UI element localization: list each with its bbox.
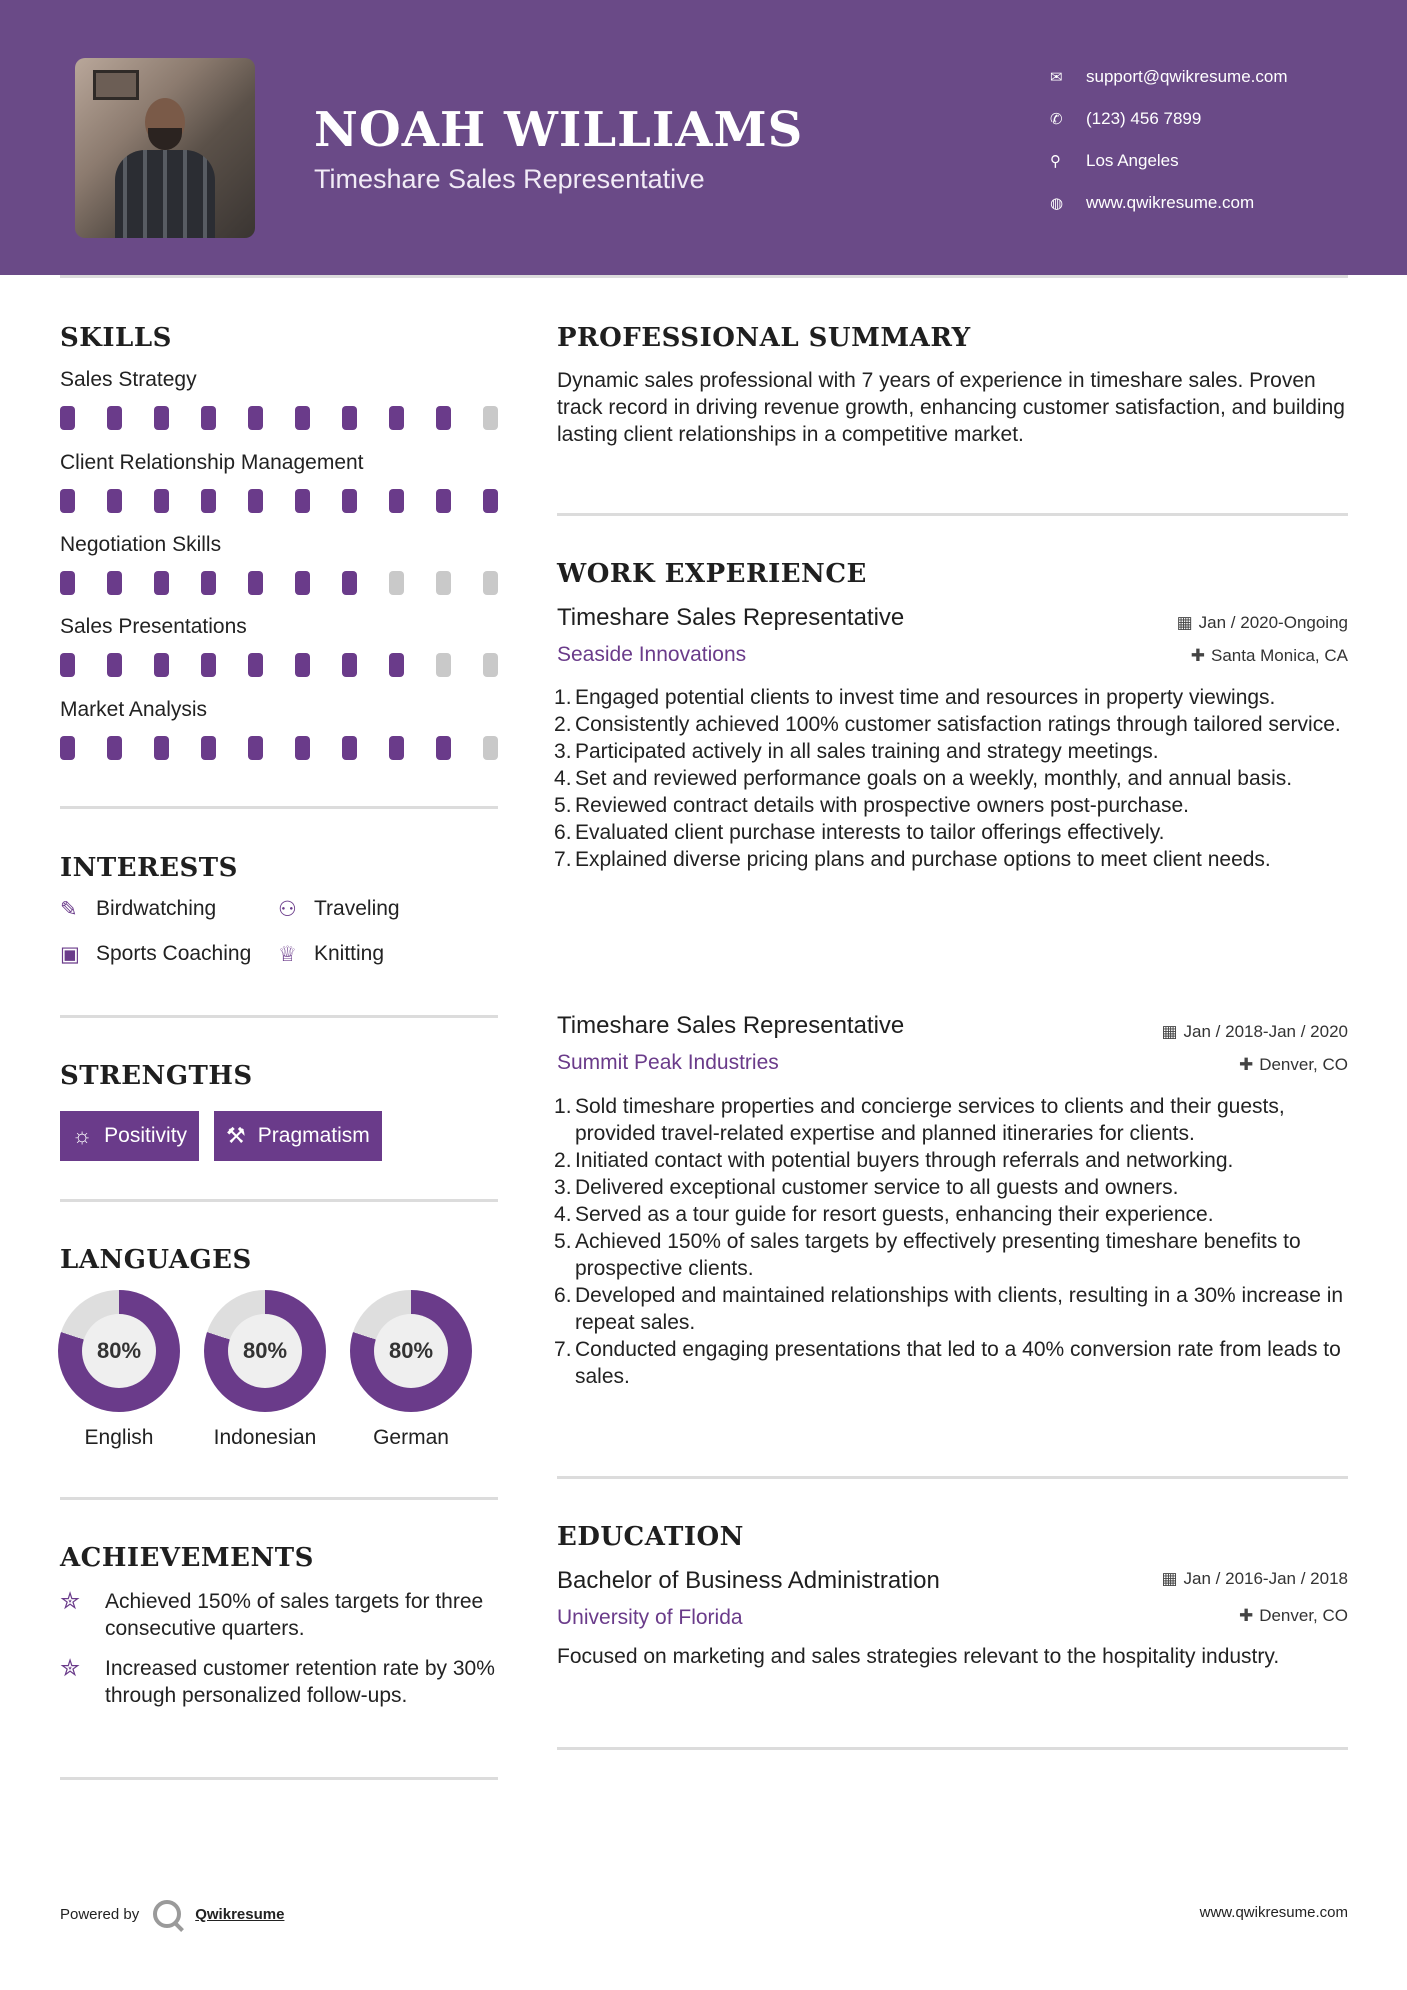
job-title: Timeshare Sales Representative xyxy=(557,604,905,631)
language-name: German xyxy=(373,1426,449,1449)
education-dates: ▦ Jan / 2016-Jan / 2018 xyxy=(1161,1569,1348,1588)
skill-rating xyxy=(60,736,498,760)
skill-dot xyxy=(248,489,263,513)
section-divider xyxy=(557,1476,1348,1479)
skill-label: Negotiation Skills xyxy=(60,533,222,556)
phone-icon: ✆ xyxy=(1050,111,1063,128)
strength-badge: ⚒ Pragmatism xyxy=(214,1111,382,1161)
language-progress-ring xyxy=(204,1290,326,1412)
resume-header xyxy=(0,0,1407,275)
skill-rating xyxy=(60,653,498,677)
list-item: Engaged potential clients to invest time and resources in property viewings. xyxy=(575,686,1276,709)
skill-dot xyxy=(248,653,263,677)
interests-list xyxy=(60,895,500,968)
skill-label: Sales Strategy xyxy=(60,368,197,391)
header-divider xyxy=(60,275,1348,278)
skill-dot xyxy=(60,489,75,513)
section-divider xyxy=(557,513,1348,516)
skill-dot xyxy=(154,571,169,595)
gavel-icon: ⚒ xyxy=(226,1123,246,1148)
skill-dot xyxy=(248,736,263,760)
candidate-title: Timeshare Sales Representative xyxy=(314,164,705,194)
language-percent: 80% xyxy=(82,1314,156,1388)
interests-heading: INTERESTS xyxy=(60,853,238,883)
skill-rating xyxy=(60,406,498,430)
contact-location: ⚲ Los Angeles xyxy=(1050,151,1179,170)
list-item: Served as a tour guide for resort guests, enhancing their experience. xyxy=(575,1203,1214,1226)
profile-photo xyxy=(75,58,255,238)
skill-label: Sales Presentations xyxy=(60,615,247,638)
skill-rating xyxy=(60,489,498,513)
skill-dot xyxy=(295,406,310,430)
skill-dot xyxy=(436,653,451,677)
experience-heading: WORK EXPERIENCE xyxy=(557,559,867,589)
summary-text: Dynamic sales professional with 7 years of experience in timeshare sales. Proven track record in driving revenue growth, enhancing customer satisfaction, and building lasting client relationships in a competitive market. xyxy=(557,369,1345,446)
section-divider xyxy=(60,1015,498,1018)
section-divider xyxy=(60,1199,498,1202)
globe-icon: ◍ xyxy=(1050,195,1064,212)
skill-dot xyxy=(342,489,357,513)
language-name: English xyxy=(84,1426,154,1449)
skill-dot xyxy=(342,406,357,430)
skill-dot xyxy=(436,571,451,595)
skill-dot xyxy=(436,736,451,760)
footer-url[interactable]: www.qwikresume.com xyxy=(1199,1904,1348,1921)
candidate-name: NOAH WILLIAMS xyxy=(314,102,804,158)
skill-dot xyxy=(154,653,169,677)
list-item: Developed and maintained relationships with clients, resulting in a 30% increase in repeat sales. xyxy=(575,1284,1344,1334)
degree-title: Bachelor of Business Administration xyxy=(557,1567,940,1594)
skill-dot xyxy=(389,489,404,513)
language-percent: 80% xyxy=(374,1314,448,1388)
list-item: Set and reviewed performance goals on a weekly, monthly, and annual basis. xyxy=(575,767,1293,790)
pushpin-icon: ✚ xyxy=(1238,1055,1254,1074)
languages-list xyxy=(58,1290,472,1450)
skill-dot xyxy=(201,653,216,677)
skill-dot xyxy=(201,406,216,430)
skill-dot xyxy=(295,736,310,760)
education-location: ✚ Denver, CO xyxy=(1238,1606,1348,1625)
strengths-heading: STRENGTHS xyxy=(60,1061,253,1091)
skill-label: Market Analysis xyxy=(60,698,208,721)
skill-dot xyxy=(60,406,75,430)
skill-dot xyxy=(248,406,263,430)
calendar-icon: ▦ xyxy=(1161,1022,1178,1041)
skill-dot xyxy=(201,489,216,513)
skill-dot xyxy=(60,571,75,595)
skill-dot xyxy=(107,571,122,595)
language-name: Indonesian xyxy=(213,1426,317,1449)
language-item xyxy=(350,1290,472,1450)
company-name: Summit Peak Industries xyxy=(557,1051,779,1074)
skill-dot xyxy=(295,571,310,595)
list-item: Participated actively in all sales training and strategy meetings. xyxy=(575,740,1159,763)
sun-icon: ☼ xyxy=(72,1123,93,1148)
skill-dot xyxy=(389,406,404,430)
list-item: Conducted engaging presentations that led to a 40% conversion rate from leads to sales. xyxy=(575,1338,1341,1388)
job-dates: ▦ Jan / 2018-Jan / 2020 xyxy=(1161,1022,1348,1041)
pushpin-icon: ✚ xyxy=(1238,1606,1254,1625)
achievements-heading: ACHIEVEMENTS xyxy=(60,1543,314,1573)
list-item: Reviewed contract details with prospective owners post-purchase. xyxy=(575,794,1189,817)
skill-dot xyxy=(154,736,169,760)
section-divider xyxy=(557,1747,1348,1750)
language-percent: 80% xyxy=(228,1314,302,1388)
skill-dot xyxy=(107,736,122,760)
skill-dot xyxy=(389,653,404,677)
skill-dot xyxy=(201,571,216,595)
envelope-icon: ✉ xyxy=(1050,69,1063,86)
brand-link[interactable]: Qwikresume xyxy=(195,1905,285,1923)
skill-dot xyxy=(483,736,498,760)
language-progress-ring xyxy=(58,1290,180,1412)
trophy-icon: ♕ xyxy=(278,942,297,966)
education-description: Focused on marketing and sales strategies relevant to the hospitality industry. xyxy=(557,1645,1280,1668)
pushpin-icon: ✚ xyxy=(1190,646,1205,665)
skill-dot xyxy=(436,489,451,513)
skill-dot xyxy=(201,736,216,760)
skill-dot xyxy=(248,571,263,595)
list-item: Initiated contact with potential buyers through referrals and networking. xyxy=(575,1149,1234,1172)
contact-website[interactable]: ◍ www.qwikresume.com xyxy=(1050,193,1255,212)
school-name: University of Florida xyxy=(557,1606,743,1629)
map-pin-icon: ⚲ xyxy=(1050,153,1061,170)
education-heading: EDUCATION xyxy=(557,1522,744,1552)
calendar-icon: ▦ xyxy=(1161,1569,1178,1588)
interest-item: ♕ Knitting xyxy=(278,942,385,966)
company-name: Seaside Innovations xyxy=(557,643,747,666)
list-item: Consistently achieved 100% customer satisfaction ratings through tailored service. xyxy=(575,713,1341,736)
language-item xyxy=(204,1290,326,1450)
job-title: Timeshare Sales Representative xyxy=(557,1012,905,1039)
footer-powered-by: Powered by Qwikresume xyxy=(60,1900,284,1928)
briefcase-icon: ▣ xyxy=(60,942,80,966)
skills-heading: SKILLS xyxy=(60,323,172,353)
skill-dot xyxy=(295,653,310,677)
interest-item: ▣ Sports Coaching xyxy=(60,942,252,966)
interest-item: ✎ Birdwatching xyxy=(60,897,217,921)
skill-label: Client Relationship Management xyxy=(60,451,364,474)
section-divider xyxy=(60,1497,498,1500)
qwikresume-logo-icon xyxy=(153,1900,181,1928)
list-item: Sold timeshare properties and concierge services to clients and their guests, provided travel-related expertise and planned itineraries for clients. xyxy=(575,1095,1285,1145)
calendar-icon: ▦ xyxy=(1176,613,1193,632)
star-icon: ✮ xyxy=(60,1588,81,1615)
summary-heading: PROFESSIONAL SUMMARY xyxy=(557,323,971,353)
achievement-item: ✮ Increased customer retention rate by 30% through personalized follow-ups. xyxy=(60,1655,495,1707)
skill-dot xyxy=(154,489,169,513)
skill-rating xyxy=(60,571,498,595)
achievement-item: ✮ Achieved 150% of sales targets for three consecutive quarters. xyxy=(60,1588,484,1640)
job-dates: ▦ Jan / 2020-Ongoing xyxy=(1176,613,1348,632)
contact-email[interactable]: ✉ support@qwikresume.com xyxy=(1050,67,1288,86)
skill-dot xyxy=(436,406,451,430)
skill-dot xyxy=(483,406,498,430)
contact-phone: ✆ (123) 456 7899 xyxy=(1050,109,1202,128)
section-divider xyxy=(60,1777,498,1780)
section-divider xyxy=(60,806,498,809)
skill-dot xyxy=(154,406,169,430)
star-icon: ✮ xyxy=(60,1655,81,1682)
skill-dot xyxy=(342,736,357,760)
skill-dot xyxy=(483,489,498,513)
strength-badge: ☼ Positivity xyxy=(60,1111,199,1161)
binoculars-icon: ⚇ xyxy=(278,897,297,921)
skill-dot xyxy=(342,571,357,595)
list-item: Achieved 150% of sales targets by effectively presenting timeshare benefits to prospective clients. xyxy=(575,1230,1301,1280)
skill-dot xyxy=(389,736,404,760)
language-item xyxy=(58,1290,180,1450)
skill-dot xyxy=(342,653,357,677)
skill-dot xyxy=(389,571,404,595)
skill-dot xyxy=(107,489,122,513)
list-item: Explained diverse pricing plans and purchase options to meet client needs. xyxy=(575,848,1271,871)
skill-dot xyxy=(60,736,75,760)
skill-dot xyxy=(107,406,122,430)
languages-heading: LANGUAGES xyxy=(60,1245,252,1275)
skill-dot xyxy=(60,653,75,677)
skill-dot xyxy=(295,489,310,513)
skill-dot xyxy=(483,571,498,595)
list-item: Delivered exceptional customer service to all guests and owners. xyxy=(575,1176,1179,1199)
edit-icon: ✎ xyxy=(60,897,78,921)
interest-item: ⚇ Traveling xyxy=(278,897,400,921)
job-responsibilities xyxy=(575,1093,1355,1390)
language-progress-ring xyxy=(350,1290,472,1412)
skill-dot xyxy=(107,653,122,677)
job-responsibilities xyxy=(575,684,1355,873)
strengths-list xyxy=(60,1111,382,1161)
list-item: Evaluated client purchase interests to tailor offerings effectively. xyxy=(575,821,1165,844)
skill-dot xyxy=(483,653,498,677)
contact-list xyxy=(1050,56,1288,224)
job-location: ✚ Denver, CO xyxy=(1238,1055,1348,1074)
job-location: ✚ Santa Monica, CA xyxy=(1190,646,1348,665)
